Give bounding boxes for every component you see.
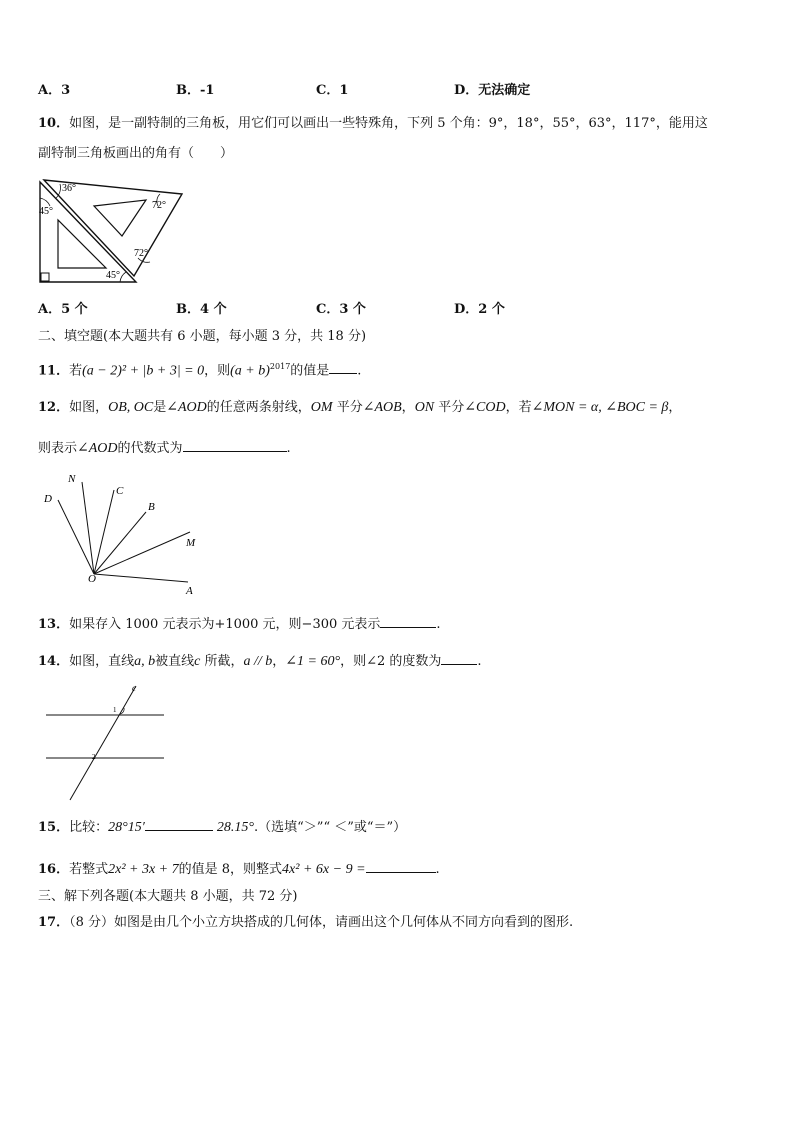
q16: 16．若整式2x² + 3x + 7的值是 8，则整式4x² + 6x − 9 = .: [38, 858, 440, 879]
q12-label-A: A: [186, 585, 193, 597]
q10-option-d: D．2 个: [454, 302, 505, 317]
q12-rays-figure: [38, 470, 208, 600]
q10-line-1: 10．如图，是一副特制的三角板，用它们可以画出一些特殊角，下列 5 个角：9°，18°，55°，63°，117°，能用这: [38, 116, 708, 131]
q10-option-b: B．4 个: [176, 302, 227, 317]
q14-label-c: c: [132, 683, 136, 693]
q10-line-2: 副特制三角板画出的角有（ ）: [38, 146, 234, 161]
q10-label-72-top: 72°: [152, 200, 166, 211]
q9-option-b: B．-1: [176, 83, 215, 98]
q10-option-c: C．3 个: [316, 302, 366, 317]
q15-answer-blank[interactable]: [145, 816, 213, 831]
q12-line-2: 则表示∠AOD的代数式为 .: [38, 437, 291, 458]
section-3-heading: 三、解下列各题(本大题共 8 小题，共 72 分): [38, 889, 298, 904]
q16-answer-blank[interactable]: [366, 858, 436, 873]
q14-answer-blank[interactable]: [441, 650, 477, 665]
q10-triangle-rulers-figure: [36, 176, 186, 286]
q13-answer-blank[interactable]: [380, 613, 436, 628]
q14-label-1: 1: [113, 706, 117, 714]
q12-label-M: M: [186, 537, 196, 549]
q11-formula-2: (a + b): [230, 363, 270, 379]
q14: 14．如图，直线a, b被直线c 所截，a // b，∠1 = 60°，则∠2 的度数为 .: [38, 650, 482, 671]
q10-option-a: A．5 个: [38, 302, 88, 317]
q11-answer-blank[interactable]: [329, 359, 357, 374]
q12-line-1: 12．如图，OB, OC是∠AOD的任意两条射线，OM 平分∠AOB，ON 平分∠COD，若∠MON = α, ∠BOC = β，: [38, 400, 682, 415]
q9-option-c: C．1: [316, 83, 349, 98]
q9-option-a: A．3: [38, 83, 71, 98]
q12-label-D: D: [44, 493, 52, 505]
q12-label-N: N: [68, 473, 76, 485]
q10-label-36: 36°: [62, 183, 76, 194]
q11: 11．若(a − 2)² + |b + 3| = 0，则$(a + b)^{2017}$的值是 .: [38, 358, 361, 380]
q13: 13．如果存入 1000 元表示为+1000 元，则−300 元表示 .: [38, 613, 441, 634]
q15: 15．比较：28°15′ 28.15°.（选填“＞”“ ＜”或“＝”）: [38, 816, 406, 837]
q12-label-O: O: [88, 573, 96, 585]
q11-formula: (a − 2)² + |b + 3| = 0: [82, 363, 205, 379]
q10-label-45-bottom: 45°: [106, 270, 120, 281]
q10-number: 10．: [38, 116, 70, 131]
q9-option-d: D．无法确定: [454, 83, 531, 98]
q12-answer-blank[interactable]: [183, 437, 287, 452]
q10-label-72-bottom: 72°: [134, 248, 148, 259]
q14-label-2: 2: [92, 753, 96, 761]
q12-label-C: C: [116, 485, 124, 497]
q12-label-B: B: [148, 501, 155, 513]
q14-parallel-lines-figure: [40, 682, 170, 802]
q17: 17．（8 分）如图是由几个小立方块搭成的几何体，请画出这个几何体从不同方向看到的图形.: [38, 915, 574, 930]
q10-label-45-left: 45°: [39, 206, 53, 217]
section-2-heading: 二、填空题(本大题共有 6 小题，每小题 3 分，共 18 分): [38, 329, 367, 344]
